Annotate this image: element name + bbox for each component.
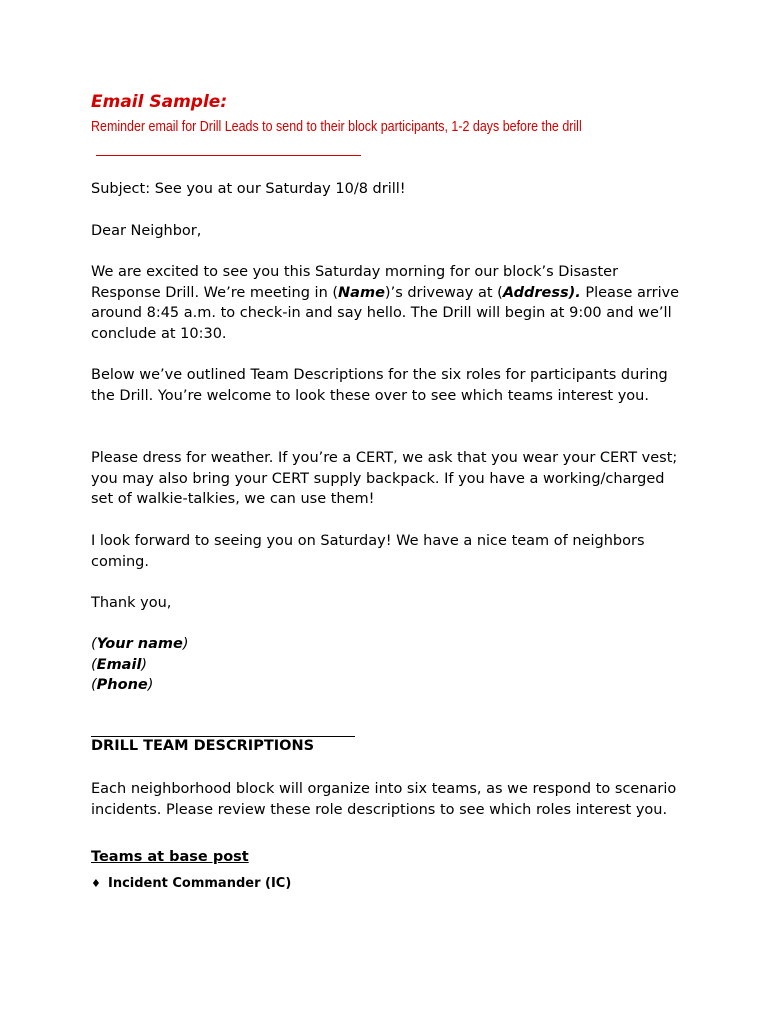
letter-paragraph-2: Below we’ve outlined Team Descriptions for the six roles for participants during the Drill. You’re welcome to look these over to see which teams interest you.: [91, 367, 668, 404]
diamond-bullet-icon: ♦: [91, 877, 101, 890]
p1-text-c: Please arrive around 8:45 a.m. to check-in and say hello. The Drill will begin at 9:00 and we’ll conclude at 10:30.: [91, 284, 680, 342]
letter-paragraph-3: Please dress for weather. If you’re a CERT, we ask that you wear your CERT vest; you may also bring your CERT supply backpack. If you have a working/charged set of walkie-talkies, we can use them!: [91, 450, 678, 508]
name-placeholder: Name: [338, 284, 385, 301]
letter-closing: Thank you,: [91, 595, 172, 611]
letter-paragraph-1: [91, 262, 691, 344]
signature-phone: Phone: [96, 677, 148, 694]
team-item-label: Incident Commander (IC): [108, 876, 292, 891]
signature-email: Email: [96, 656, 142, 673]
drill-team-descriptions-title: DRILL TEAM DESCRIPTIONS: [91, 738, 315, 754]
red-divider: [96, 155, 361, 156]
address-placeholder: Address).: [502, 284, 581, 301]
team-list-item: [91, 876, 291, 891]
section-divider: [91, 736, 355, 737]
signature-name: Your name: [96, 636, 183, 652]
email-sample-subheading: Reminder email for Drill Leads to send to their block participants, 1-2 days before the drill: [91, 119, 582, 135]
teams-at-base-post-heading: Teams at base post: [91, 849, 249, 865]
letter-greeting: Dear Neighbor,: [91, 223, 202, 239]
email-sample-heading: Email Sample:: [91, 92, 228, 112]
p1-text-b: )’s driveway at (: [384, 284, 503, 301]
letter-paragraph-4: I look forward to seeing you on Saturday! We have a nice team of neighbors coming.: [91, 533, 645, 570]
email-subject-line: Subject: See you at our Saturday 10/8 drill!: [91, 181, 406, 197]
drill-teams-intro: Each neighborhood block will organize into six teams, as we respond to scenario incidents. Please review these role descriptions to see which roles interest you.: [91, 781, 677, 818]
p1-text-a: We are excited to see you this Saturday morning for our block’s Disaster Response Drill. We’re meeting in (: [91, 264, 619, 301]
signature-block: (Your name) (Email) (Phone): [91, 636, 189, 694]
